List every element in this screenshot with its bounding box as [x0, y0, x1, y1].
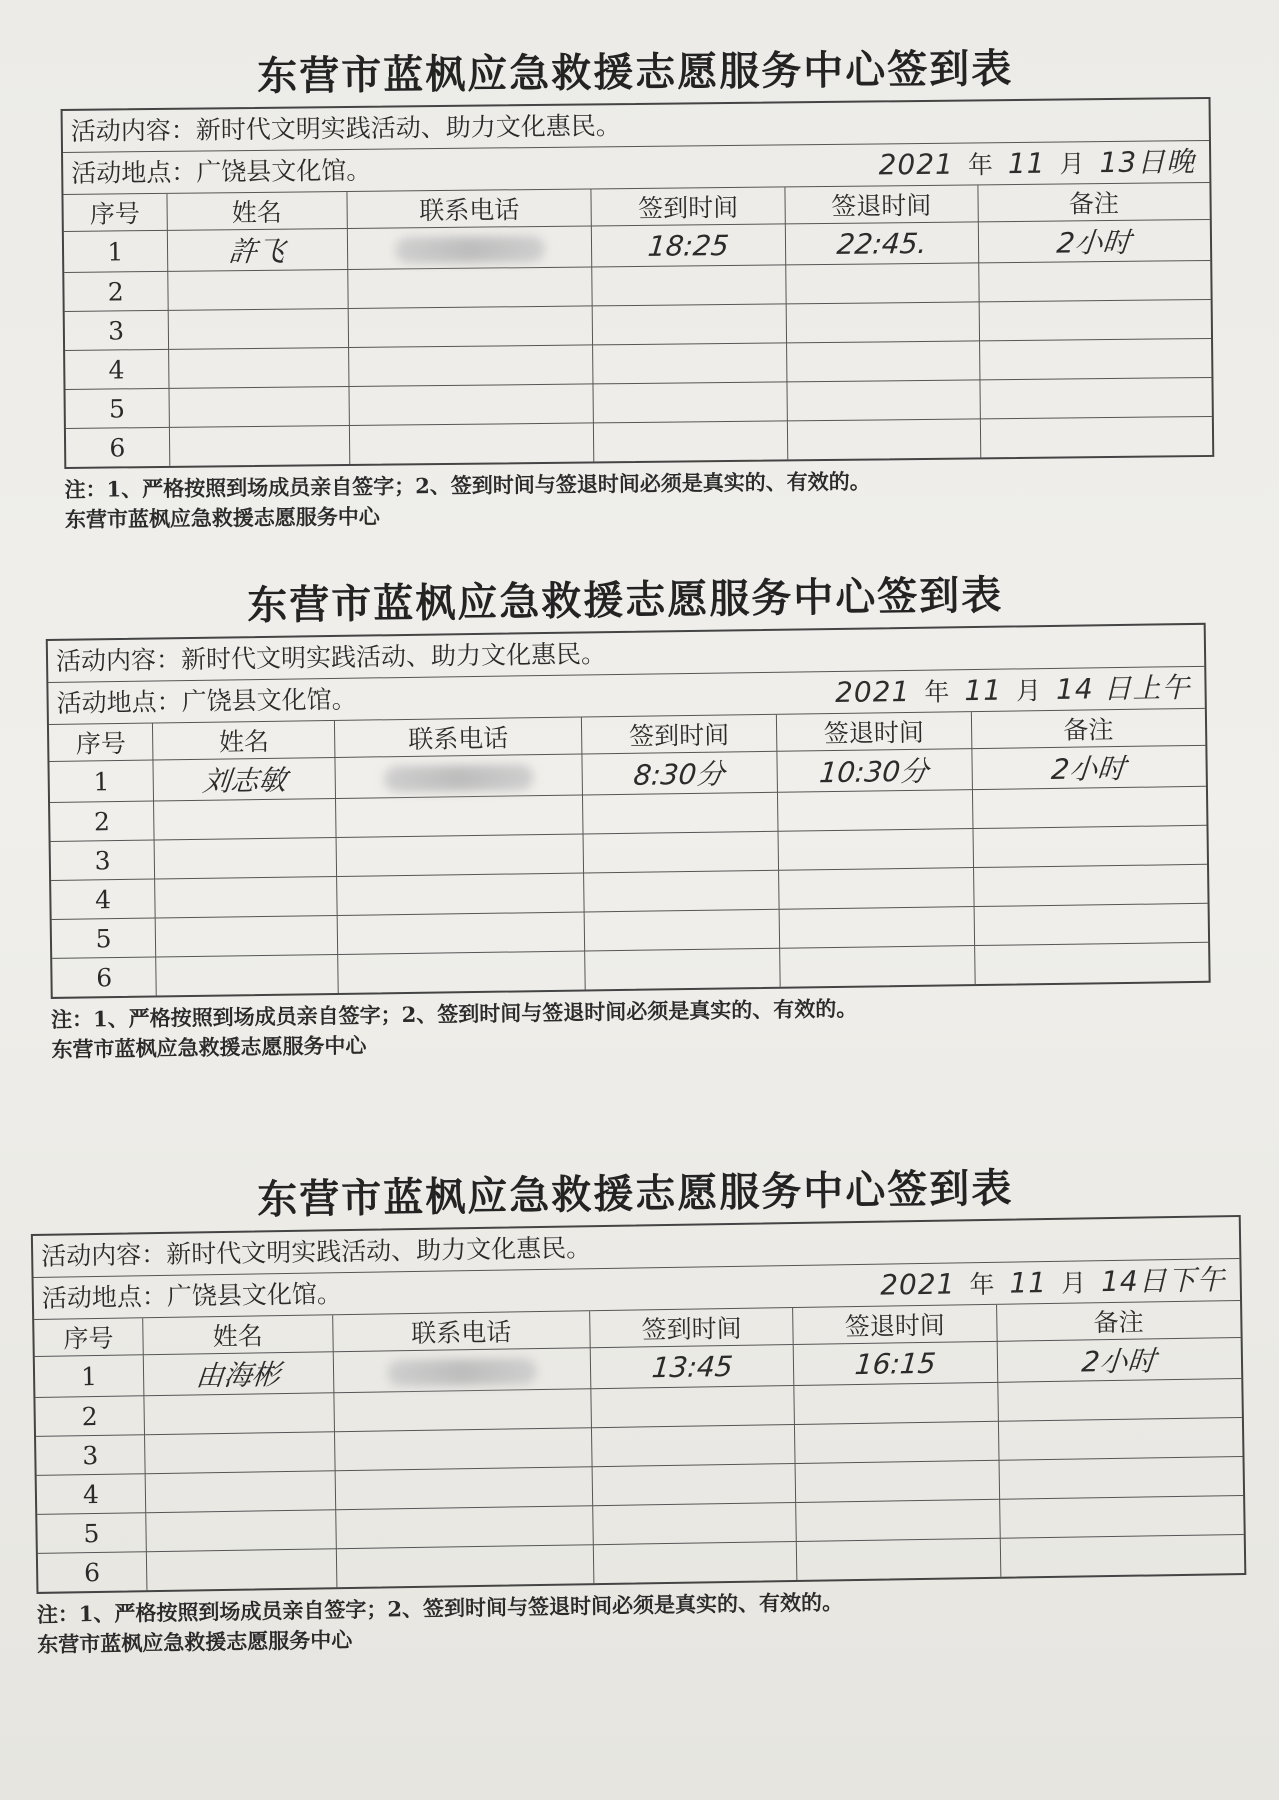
row-no: 1 [35, 1355, 144, 1398]
row-sign-in [584, 909, 779, 951]
row-phone [348, 267, 593, 309]
row-no: 5 [66, 388, 169, 428]
sheet-frame [31, 1215, 1247, 1594]
handwritten-date [835, 667, 1191, 714]
row-no: 4 [37, 1474, 146, 1515]
row-remark [974, 903, 1208, 945]
activity-location-value: 广饶县文化馆。 [196, 155, 372, 187]
row-phone [335, 754, 582, 798]
sheet-title: 东营市蓝枫应急救援志愿服务中心签到表 [256, 1164, 1014, 1224]
row-remark [979, 338, 1211, 379]
date-month-unit: 月 [1015, 676, 1043, 706]
sign-in-sheet-2 [45, 569, 1212, 1065]
row-no: 4 [51, 879, 155, 919]
row-no: 5 [37, 1513, 146, 1554]
row-sign-out [785, 263, 979, 304]
footnote-org: 东营市蓝枫应急救援志愿服务中心 [51, 1032, 367, 1062]
row-phone [336, 1545, 594, 1588]
row-phone [336, 834, 583, 876]
row-sign-in [593, 304, 787, 345]
footnote [64, 463, 1215, 535]
date-year-unit: 年 [967, 150, 995, 180]
row-sign-out [795, 1421, 999, 1463]
date-year: 2021 [878, 147, 955, 182]
row-remark [973, 864, 1207, 906]
sheet-frame [46, 623, 1211, 999]
row-sign-in [592, 224, 786, 267]
signature-name: 刘志敏 [200, 763, 288, 798]
row-remark [1000, 1534, 1245, 1576]
row-no: 3 [65, 310, 168, 350]
footnote-rules: 注：1、严格按照到场成员亲自签字；2、签到时间与签退时间必须是真实的、有效的。 [36, 1589, 844, 1627]
header-sign-out: 签退时间 [784, 185, 978, 224]
date-day: 14 日上午 [1055, 671, 1191, 706]
sign-in-sheet-1 [60, 43, 1215, 535]
sheet-frame [61, 97, 1215, 469]
row-name [146, 1510, 336, 1552]
row-sign-in [592, 265, 786, 306]
sign-in-time: 18:25 [646, 228, 731, 263]
header-no: 序号 [34, 1318, 143, 1356]
row-phone [333, 1348, 591, 1393]
row-sign-out [787, 380, 981, 421]
footnote-org: 东营市蓝枫应急救援志愿服务中心 [64, 503, 380, 532]
date-month: 11 [1009, 1266, 1048, 1300]
row-remark [999, 1495, 1244, 1538]
handwritten-date [880, 1259, 1226, 1306]
row-sign-in [592, 1464, 796, 1506]
row-name [153, 757, 335, 801]
row-name [155, 876, 337, 918]
row-sign-in [590, 1345, 794, 1389]
date-month: 11 [964, 673, 1003, 708]
row-sign-in [591, 1386, 795, 1428]
activity-content-value: 新时代文明实践活动、助力文化惠民。 [195, 111, 621, 145]
sheet-title: 东营市蓝枫应急救援志愿服务中心签到表 [246, 571, 1004, 630]
row-name [146, 1549, 336, 1590]
row-remark [997, 1378, 1242, 1421]
date-day: 14日下午 [1100, 1263, 1226, 1299]
row-sign-out [779, 946, 974, 987]
date-day: 13日晚 [1099, 145, 1196, 180]
row-sign-out [794, 1382, 998, 1424]
row-sign-in [594, 421, 788, 462]
signature-name: 許飞 [227, 234, 287, 269]
date-year-unit: 年 [924, 677, 951, 707]
activity-location-label: 活动地点： [71, 157, 197, 188]
row-no: 5 [52, 918, 156, 958]
row-no: 2 [50, 801, 154, 841]
signature-name: 由海彬 [194, 1358, 282, 1393]
row-name [167, 229, 348, 272]
row-phone [335, 1467, 593, 1510]
row-name [168, 308, 349, 349]
row-no: 4 [65, 349, 168, 389]
row-no: 6 [38, 1552, 147, 1592]
redacted-phone [384, 764, 534, 792]
header-sign-in: 签到时间 [581, 715, 776, 754]
row-remark [972, 745, 1206, 789]
header-no: 序号 [63, 194, 166, 232]
header-phone: 联系电话 [332, 1311, 590, 1352]
row-phone [334, 1428, 592, 1471]
row-sign-in [593, 1542, 797, 1584]
row-no: 6 [66, 427, 169, 467]
row-no: 6 [52, 957, 156, 997]
row-sign-in [583, 831, 778, 873]
row-remark [998, 1417, 1243, 1460]
row-sign-in [592, 1425, 796, 1467]
handwritten-date [878, 141, 1195, 186]
remark-text: 2小时 [1055, 225, 1133, 260]
row-name [156, 915, 338, 957]
date-year: 2021 [834, 674, 911, 709]
activity-content-value: 新时代文明实践活动、助力文化惠民。 [165, 1233, 592, 1269]
sign-out-time: 10:30分 [818, 754, 931, 790]
row-sign-in [593, 343, 787, 384]
row-name [145, 1471, 335, 1513]
sign-out-time: 16:15 [853, 1346, 938, 1381]
row-sign-out [778, 868, 973, 910]
activity-location-value: 广饶县文化馆。 [166, 1279, 343, 1311]
row-sign-out [797, 1538, 1001, 1580]
row-name [154, 837, 336, 879]
row-sign-out [779, 907, 974, 949]
row-sign-in [584, 870, 779, 912]
row-sign-in [593, 1503, 797, 1545]
footnote-rules: 注：1、严格按照到场成员亲自签字；2、签到时间与签退时间必须是真实的、有效的。 [64, 468, 871, 502]
roster-table [49, 709, 1209, 997]
activity-content-label: 活动内容： [40, 1239, 167, 1271]
row-name [156, 954, 338, 995]
date-month-unit: 月 [1059, 149, 1086, 179]
sign-out-time: 22:45. [835, 226, 928, 261]
row-phone [335, 1506, 593, 1549]
row-name [144, 1393, 334, 1435]
date-year-unit: 年 [969, 1269, 996, 1300]
header-sign-out: 签退时间 [793, 1305, 997, 1345]
roster-table [63, 183, 1212, 467]
row-phone [333, 1389, 591, 1432]
row-name [154, 798, 336, 840]
row-phone [347, 226, 592, 270]
row-remark [980, 416, 1212, 457]
header-sign-in: 签到时间 [591, 187, 785, 226]
date-month: 11 [1007, 146, 1046, 181]
row-name [169, 425, 350, 465]
activity-location-label: 活动地点： [56, 687, 182, 718]
row-remark [978, 219, 1210, 262]
row-sign-in [582, 751, 777, 795]
row-name [168, 386, 349, 427]
row-phone [349, 423, 594, 464]
row-remark [980, 377, 1212, 418]
redacted-phone [395, 236, 545, 264]
row-phone [336, 795, 583, 837]
row-phone [337, 912, 584, 954]
header-remark: 备注 [971, 709, 1205, 749]
footnote [51, 989, 1212, 1065]
header-phone: 联系电话 [347, 189, 592, 228]
row-remark [979, 299, 1211, 340]
row-name [168, 347, 349, 388]
row-no: 1 [49, 760, 153, 802]
header-remark: 备注 [996, 1301, 1240, 1341]
sheet-title: 东营市蓝枫应急救援志愿服务中心签到表 [256, 45, 1014, 100]
row-sign-out [787, 419, 981, 460]
activity-content-label: 活动内容： [55, 645, 182, 676]
row-sign-in [585, 948, 780, 989]
row-remark [974, 942, 1208, 984]
row-sign-out [778, 829, 973, 871]
row-sign-out [777, 749, 972, 793]
activity-location-value: 广饶县文化馆。 [181, 684, 357, 717]
row-remark [997, 1338, 1242, 1383]
footnote-org: 东营市蓝枫应急救援志愿服务中心 [37, 1626, 353, 1657]
row-no: 2 [35, 1396, 144, 1437]
header-remark: 备注 [978, 183, 1210, 222]
sign-in-time: 8:30分 [632, 757, 727, 792]
row-sign-out [786, 341, 980, 382]
row-remark [978, 260, 1210, 301]
remark-text: 2小时 [1050, 751, 1128, 786]
row-phone [338, 951, 585, 993]
row-phone [337, 873, 584, 915]
row-sign-out [793, 1341, 997, 1385]
header-sign-out: 签退时间 [776, 712, 971, 751]
activity-location-label: 活动地点： [41, 1281, 168, 1313]
row-remark [972, 786, 1206, 828]
row-phone [349, 384, 594, 426]
row-sign-out [786, 302, 980, 343]
row-sign-in [582, 792, 777, 834]
header-sign-in: 签到时间 [590, 1308, 794, 1348]
row-no: 2 [64, 271, 167, 311]
row-sign-out [795, 1460, 999, 1502]
row-sign-out [785, 222, 979, 265]
row-remark [999, 1456, 1244, 1499]
row-name [143, 1352, 333, 1396]
roster-table [34, 1301, 1244, 1592]
row-no: 3 [51, 840, 155, 880]
row-no: 3 [36, 1435, 145, 1476]
row-sign-out [777, 790, 972, 832]
redacted-phone [387, 1358, 537, 1386]
footnote [37, 1581, 1248, 1660]
row-name [167, 270, 348, 311]
activity-content-label: 活动内容： [70, 115, 196, 146]
row-phone [348, 345, 593, 387]
header-no: 序号 [49, 724, 153, 762]
header-phone: 联系电话 [335, 718, 582, 758]
date-year: 2021 [879, 1267, 956, 1302]
sign-in-time: 13:45 [650, 1349, 734, 1384]
footnote-rules: 注：1、严格按照到场成员亲自签字；2、签到时间与签退时间必须是真实的、有效的。 [50, 995, 858, 1032]
remark-text: 2小时 [1080, 1344, 1158, 1379]
row-sign-in [593, 382, 787, 423]
header-name: 姓名 [166, 192, 347, 230]
sign-in-sheet-3 [30, 1161, 1247, 1660]
row-name [144, 1432, 334, 1474]
row-sign-out [796, 1499, 1000, 1541]
activity-content-value: 新时代文明实践活动、助力文化惠民。 [180, 639, 607, 675]
header-name: 姓名 [153, 721, 335, 760]
row-phone [348, 306, 593, 348]
header-name: 姓名 [143, 1315, 333, 1354]
row-remark [973, 825, 1207, 867]
row-no: 1 [64, 230, 167, 272]
date-month-unit: 月 [1060, 1268, 1088, 1298]
